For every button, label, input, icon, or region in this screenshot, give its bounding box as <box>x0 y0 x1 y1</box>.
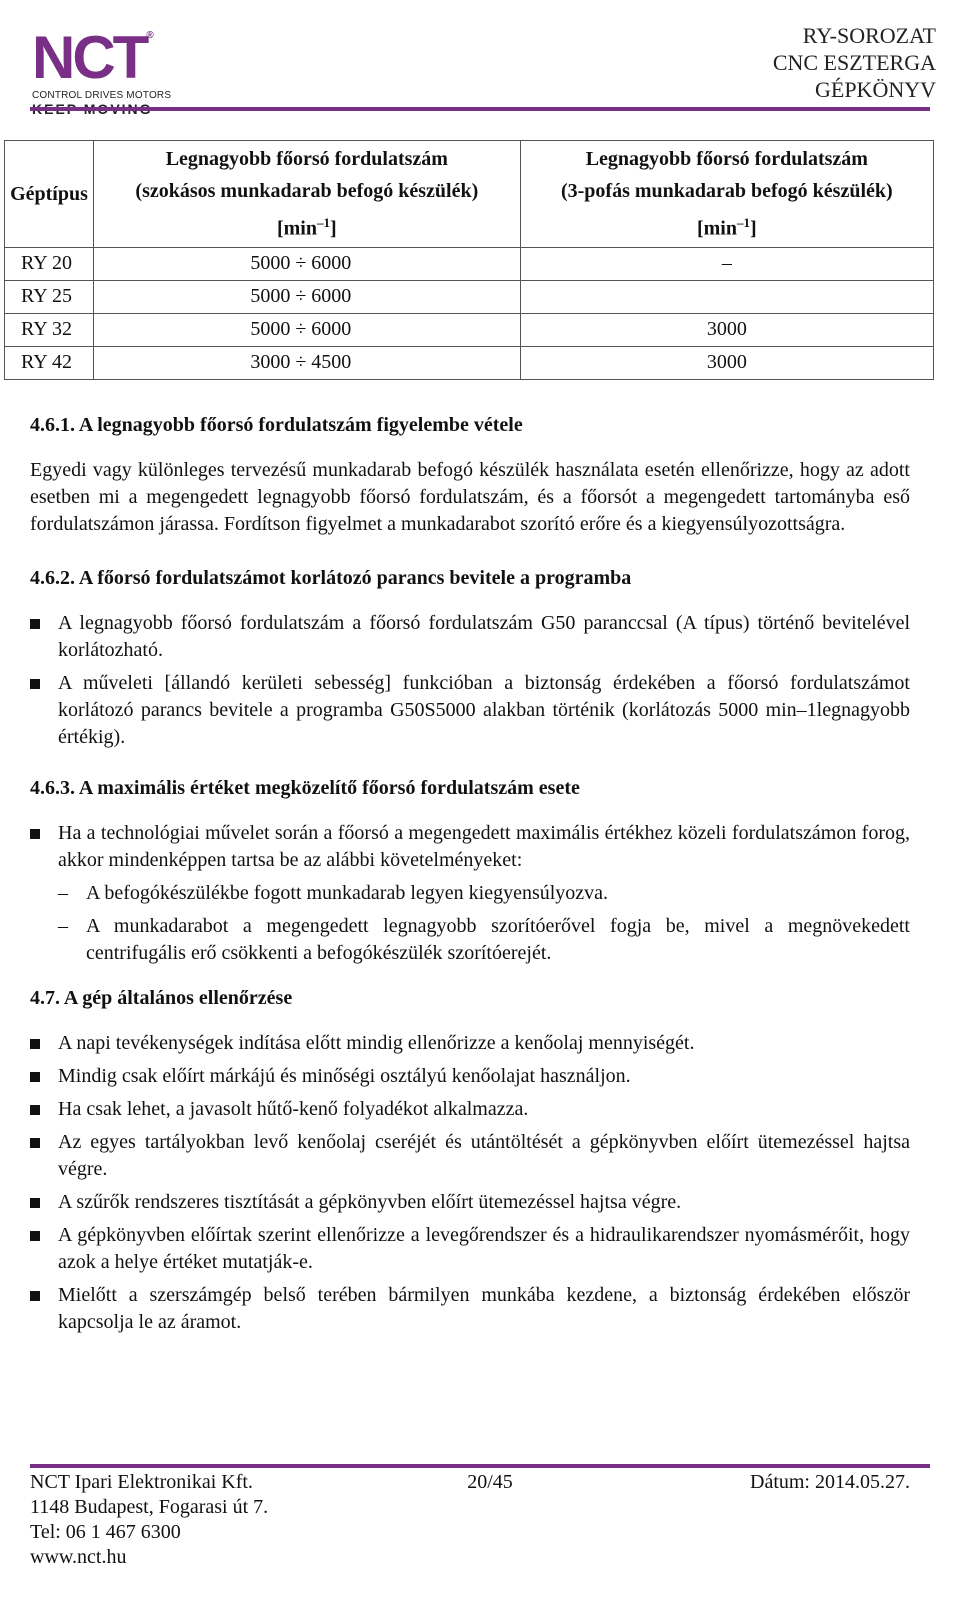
section-4-6-3-dash-list <box>30 880 910 967</box>
cell-normal-speed: 3000 ÷ 4500 <box>94 346 521 379</box>
footer-web[interactable]: www.nct.hu <box>30 1546 127 1568</box>
cell-3jaw-speed: – <box>520 247 933 280</box>
footer-company: NCT Ipari Elektronikai Kft. <box>30 1471 253 1493</box>
section-4-7-list <box>30 1030 910 1336</box>
cell-normal-speed: 5000 ÷ 6000 <box>94 247 521 280</box>
header-rule <box>30 107 930 111</box>
list-item: Ha a technológiai művelet során a főorsó a megengedett maximális értékhez közeli fordulatszámon forog, akkor mindenképpen tartsa be az alábbi követelményeket: <box>30 820 910 874</box>
col-3jaw-line2: (3-pofás munkadarab befogó készülék) <box>560 180 893 202</box>
logo-brand: NCT <box>32 24 147 91</box>
list-item: A szűrők rendszeres tisztítását a gépkönyvben előírt ütemezéssel hajtsa végre. <box>30 1189 910 1216</box>
cell-3jaw-speed: 3000 <box>520 313 933 346</box>
main-content <box>30 412 910 1336</box>
col-normal-unit <box>100 207 514 245</box>
list-item: Mindig csak előírt márkájú és minőségi osztályú kenőolajat használjon. <box>30 1063 910 1090</box>
section-4-6-3-list <box>30 820 910 874</box>
table-header-row <box>5 141 934 248</box>
header-series: RY-SOROZAT <box>802 23 936 48</box>
unit-exponent: –1 <box>736 215 750 230</box>
cell-3jaw-speed <box>520 280 933 313</box>
col-normal-chuck <box>94 141 521 248</box>
company-logo <box>32 6 172 101</box>
page-number: 20/45 <box>467 1471 513 1493</box>
cell-type: RY 32 <box>5 313 94 346</box>
spindle-speed-table <box>4 140 934 380</box>
table-row <box>5 280 934 313</box>
section-4-6-1-title: 4.6.1. A legnagyobb főorsó fordulatszám figyelembe vétele <box>30 414 523 436</box>
table-row <box>5 346 934 379</box>
col-3jaw-unit <box>527 207 927 245</box>
logo-tagline-1: CONTROL DRIVES MOTORS <box>32 90 172 101</box>
unit-close: ] <box>749 217 757 240</box>
list-item: Az egyes tartályokban levő kenőolaj cseréjét és utántöltését a gépkönyvben előírt ütemezéssel hajtsa végre. <box>30 1129 910 1183</box>
cell-type: RY 42 <box>5 346 94 379</box>
list-item: A napi tevékenységek indítása előtt mindig ellenőrizze a kenőolaj mennyiségét. <box>30 1030 910 1057</box>
unit-text: [min <box>276 217 317 240</box>
cell-3jaw-speed: 3000 <box>520 346 933 379</box>
col-machine-type: Géptípus <box>5 141 94 248</box>
page-footer <box>30 1470 910 1570</box>
section-4-7-title: 4.7. A gép általános ellenőrzése <box>30 987 293 1009</box>
list-item: A műveleti [állandó kerületi sebesség] funkcióban a biztonság érdekében a főorsó fordulatszámot korlátozó parancs bevitele a programba G50S5000 alakban történik (korlátozás 5000 min–1legnagyobb értékig). <box>30 670 910 751</box>
cell-type: RY 25 <box>5 280 94 313</box>
list-item: A legnagyobb főorsó fordulatszám a főorsó fordulatszám G50 paranccsal (A típus) történő bevitelével korlátozható. <box>30 610 910 664</box>
col-normal-line1: Legnagyobb főorsó fordulatszám <box>165 148 448 170</box>
col-normal-line2: (szokásos munkadarab befogó készülék) <box>135 180 479 202</box>
section-4-6-1-text: Egyedi vagy különleges tervezésű munkadarab befogó készülék használata esetén ellenőrizze, hogy az adott esetben mi a megengedett legnagyobb főorsó fordulatszám, és a főorsót a megengedett tartományba eső fordulatszámon járassa. Fordítson figyelmet a munkadarabot szorító erőre és a kiegyensúlyozottságra. <box>30 459 910 535</box>
header-manual: GÉPKÖNYV <box>815 77 936 102</box>
dash-item: – A munkadarabot a megengedett legnagyobb szorítóerővel fogja be, mivel a megnövekedett centrifugális erő csökkenti a befogókészülék szorítóerejét. <box>30 913 910 967</box>
footer-date: Dátum: 2014.05.27. <box>750 1471 910 1493</box>
header-machine: CNC ESZTERGA <box>772 50 936 75</box>
section-4-6-3-title: 4.6.3. A maximális értéket megközelítő főorsó fordulatszám esete <box>30 777 580 799</box>
unit-exponent: –1 <box>316 215 330 230</box>
cell-normal-speed: 5000 ÷ 6000 <box>94 313 521 346</box>
list-item: Ha csak lehet, a javasolt hűtő-kenő folyadékot alkalmazza. <box>30 1096 910 1123</box>
col-3jaw-line1: Legnagyobb főorsó fordulatszám <box>585 148 868 170</box>
registered-mark: ® <box>146 30 154 41</box>
footer-row <box>30 1470 910 1495</box>
section-4-6-2-list <box>30 610 910 751</box>
list-item: A gépkönyvben előírtak szerint ellenőrizze a levegőrendszer és a hidraulikarendszer nyomásmérőit, hogy azok a helye értéket mutatják-e. <box>30 1222 910 1276</box>
table-row <box>5 313 934 346</box>
unit-close: ] <box>329 217 337 240</box>
dash-item: – A befogókészülékbe fogott munkadarab legyen kiegyensúlyozva. <box>30 880 910 907</box>
table-row <box>5 247 934 280</box>
unit-text: [min <box>696 217 737 240</box>
footer-address: 1148 Budapest, Fogarasi út 7. <box>30 1496 269 1518</box>
col-3jaw-chuck <box>520 141 933 248</box>
cell-type: RY 20 <box>5 247 94 280</box>
list-item: Mielőtt a szerszámgép belső terében bármilyen munkába kezdene, a biztonság érdekében először kapcsolja le az áramot. <box>30 1282 910 1336</box>
footer-phone: Tel: 06 1 467 6300 <box>30 1521 181 1543</box>
logo-wordmark <box>32 6 172 91</box>
footer-rule <box>30 1464 930 1468</box>
document-header <box>773 22 936 103</box>
cell-normal-speed: 5000 ÷ 6000 <box>94 280 521 313</box>
section-4-6-2-title: 4.6.2. A főorsó fordulatszámot korlátozó parancs bevitele a programba <box>30 567 632 589</box>
